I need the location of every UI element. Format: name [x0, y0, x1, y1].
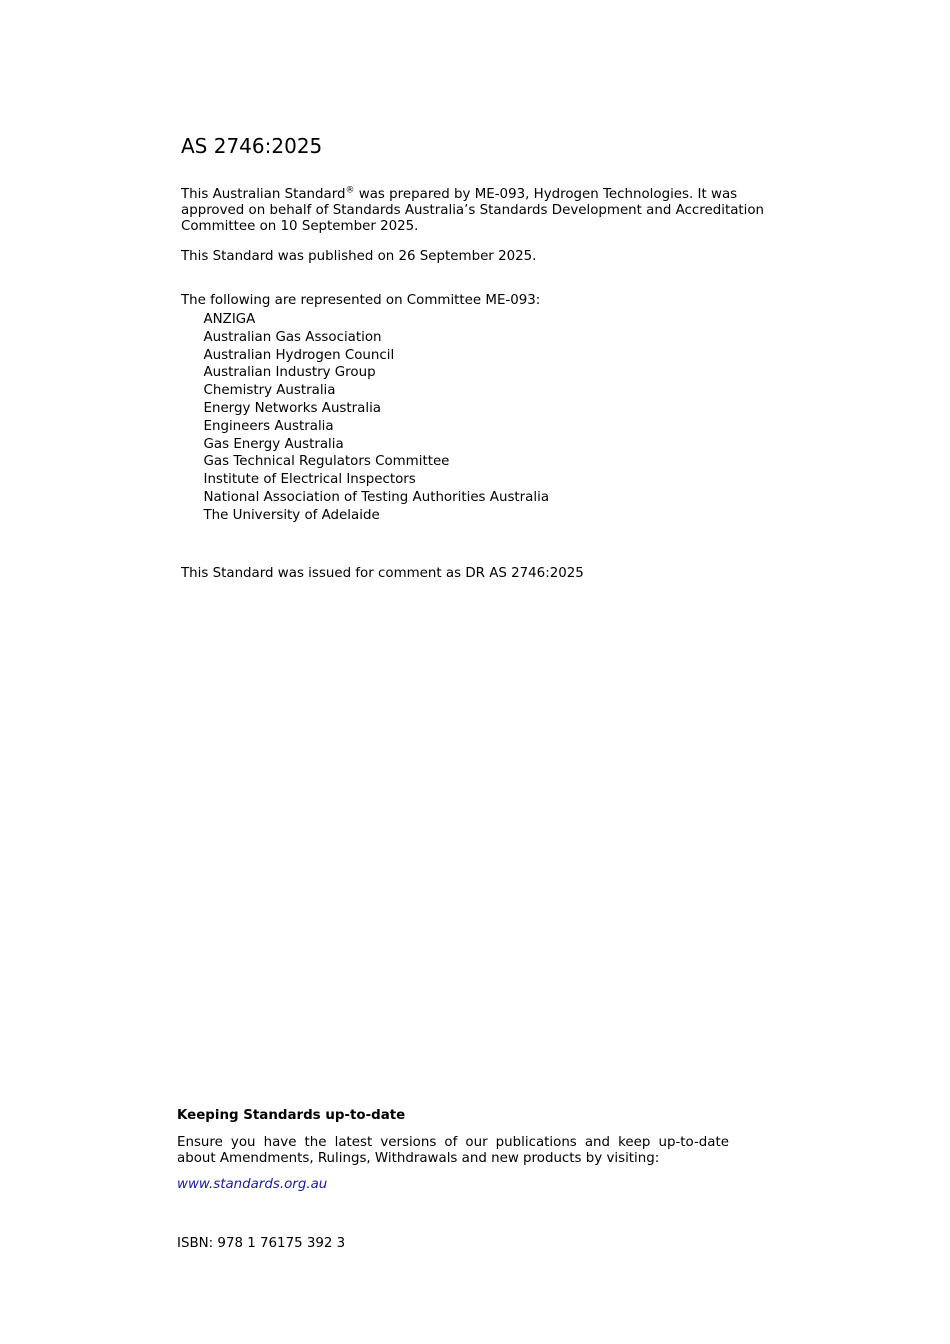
- committee-member: National Association of Testing Authorities Australia: [203, 489, 550, 505]
- committee-member: Chemistry Australia: [203, 383, 336, 399]
- approval-statement: [181, 187, 781, 235]
- committee-intro: The following are represented on Committee ME-093:: [181, 293, 541, 308]
- committee-member: Institute of Electrical Inspectors: [203, 472, 416, 488]
- committee-member: Gas Technical Regulators Committee: [203, 454, 450, 470]
- publication-date: This Standard was published on 26 September 2025.: [181, 249, 537, 264]
- registered-mark: ®: [345, 185, 355, 196]
- issued-for-comment: This Standard was issued for comment as DR AS 2746:2025: [181, 566, 584, 581]
- committee-member: Gas Energy Australia: [203, 436, 344, 452]
- keeping-standards-text: Ensure you have the latest versions of our publications and keep up-to-date about Amendments, Rulings, Withdrawals and new products by visiting:: [177, 1135, 729, 1166]
- isbn: ISBN: 978 1 76175 392 3: [177, 1236, 346, 1251]
- standard-number: AS 2746:2025: [181, 134, 323, 158]
- keeping-standards-heading: Keeping Standards up-to-date: [177, 1108, 406, 1123]
- committee-member: ANZIGA: [203, 312, 256, 327]
- committee-member: The University of Adelaide: [203, 507, 380, 523]
- committee-section: [181, 293, 781, 525]
- website-link[interactable]: www.standards.org.au: [177, 1177, 328, 1192]
- committee-member: Australian Hydrogen Council: [203, 347, 395, 363]
- approval-text-start: This Australian Standard: [181, 187, 346, 202]
- committee-member: Energy Networks Australia: [203, 400, 382, 416]
- committee-member: Australian Industry Group: [203, 365, 376, 381]
- committee-member: Engineers Australia: [203, 418, 334, 434]
- committee-member: Australian Gas Association: [203, 329, 382, 345]
- approval-text-end: was prepared by ME-093, Hydrogen Technologies. It was approved on behalf of Standards Australia’s Standards Development and Accreditation Committee on 10 September 2025.: [181, 187, 765, 234]
- committee-member-list: [181, 311, 781, 525]
